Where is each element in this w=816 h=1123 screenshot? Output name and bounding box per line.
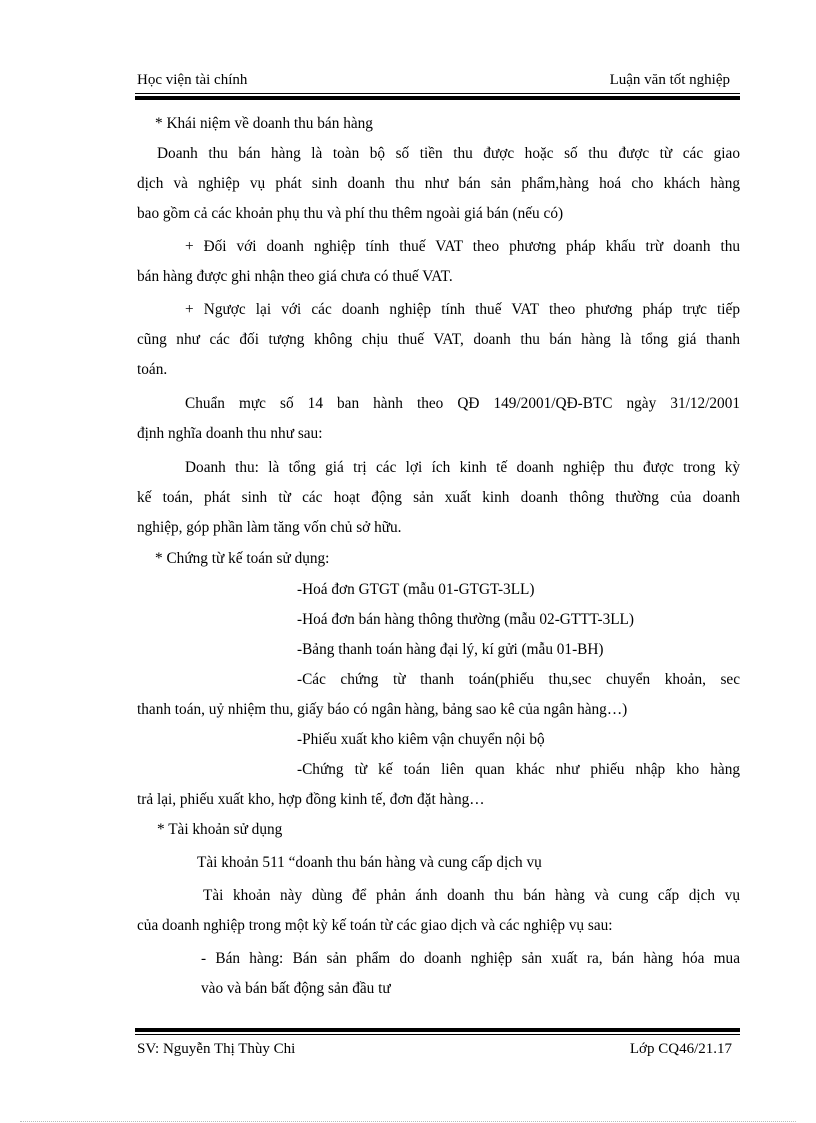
paragraph-line: vào và bán bất động sản đầu tư [201,980,391,997]
paragraph-line: của doanh nghiệp trong một kỳ kế toán từ các giao dịch và các nghiệp vụ sau: [137,917,613,934]
heading-documents: * Chứng từ kế toán sử dụng: [155,550,330,567]
list-item: -Chứng từ kế toán liên quan khác như phiếu nhập kho hàng [297,761,740,778]
header-rule-thick [135,96,740,100]
list-item: -Phiếu xuất kho kiêm vận chuyển nội bộ [297,731,545,748]
page-header [137,72,740,92]
list-item-continued: thanh toán, uỷ nhiệm thu, giấy báo có ngân hàng, bảng sao kê của ngân hàng…) [137,701,628,718]
paragraph-line: - Bán hàng: Bán sản phẩm do doanh nghiệp sản xuất ra, bán hàng hóa mua [201,950,740,967]
paragraph-line: định nghĩa doanh thu như sau: [137,425,323,442]
list-item-continued: trả lại, phiếu xuất kho, hợp đồng kinh tế, đơn đặt hàng… [137,791,485,808]
header-institution: Học viện tài chính [137,72,248,88]
paragraph-line: Chuẩn mực số 14 ban hành theo QĐ 149/2001/QĐ-BTC ngày 31/12/2001 [185,395,740,412]
footer-class: Lớp CQ46/21.17 [629,1041,732,1057]
list-item: -Bảng thanh toán hàng đại lý, kí gửi (mẫu 01-BH) [297,641,604,658]
paragraph-line: nghiệp, góp phần làm tăng vốn chủ sở hữu. [137,519,402,536]
paragraph-line: cũng như các đối tượng không chịu thuế VAT, doanh thu bán hàng là tổng giá thanh [137,331,740,348]
paragraph-line: Doanh thu bán hàng là toàn bộ số tiền thu được hoặc số thu được từ các giao [157,145,740,162]
paragraph-line: bao gồm cả các khoản phụ thu và phí thu thêm ngoài giá bán (nếu có) [137,205,564,222]
header-rule-thin [135,93,740,94]
list-item: -Hoá đơn bán hàng thông thường (mẫu 02-GTTT-3LL) [297,611,634,628]
footer-rule-thick [135,1028,740,1032]
list-item: -Các chứng từ thanh toán(phiếu thu,sec chuyển khoản, sec [297,671,740,688]
footer-rule-thin [135,1034,740,1035]
paragraph-line: Tài khoản này dùng để phản ánh doanh thu bán hàng và cung cấp dịch vụ [203,887,740,904]
account-title: Tài khoản 511 “doanh thu bán hàng và cung cấp dịch vụ [197,854,542,871]
paragraph-line: + Ngược lại với các doanh nghiệp tính thuế VAT theo phương pháp trực tiếp [185,301,740,318]
header-doc-type: Luận văn tốt nghiệp [609,72,730,88]
paragraph-line: dịch và nghiệp vụ phát sinh doanh thu như bán sản phẩm,hàng hoá cho khách hàng [137,175,740,192]
paragraph-line: kế toán, phát sinh từ các hoạt động sản xuất kinh doanh thông thường của doanh [137,489,740,506]
paragraph-line: Doanh thu: là tổng giá trị các lợi ích kinh tế doanh nghiệp thu được trong kỳ [185,459,740,476]
heading-revenue-concept: * Khái niệm về doanh thu bán hàng [155,115,373,132]
page-boundary-dotted-line [20,1121,796,1122]
footer-student: SV: Nguyễn Thị Thùy Chi [137,1041,296,1057]
paragraph-line: bán hàng được ghi nhận theo giá chưa có thuế VAT. [137,268,453,285]
paragraph-line: + Đối với doanh nghiệp tính thuế VAT theo phương pháp khấu trừ doanh thu [185,238,740,255]
list-item: -Hoá đơn GTGT (mẫu 01-GTGT-3LL) [297,581,535,598]
heading-accounts: * Tài khoản sử dụng [157,821,283,838]
paragraph-line: toán. [137,361,168,378]
